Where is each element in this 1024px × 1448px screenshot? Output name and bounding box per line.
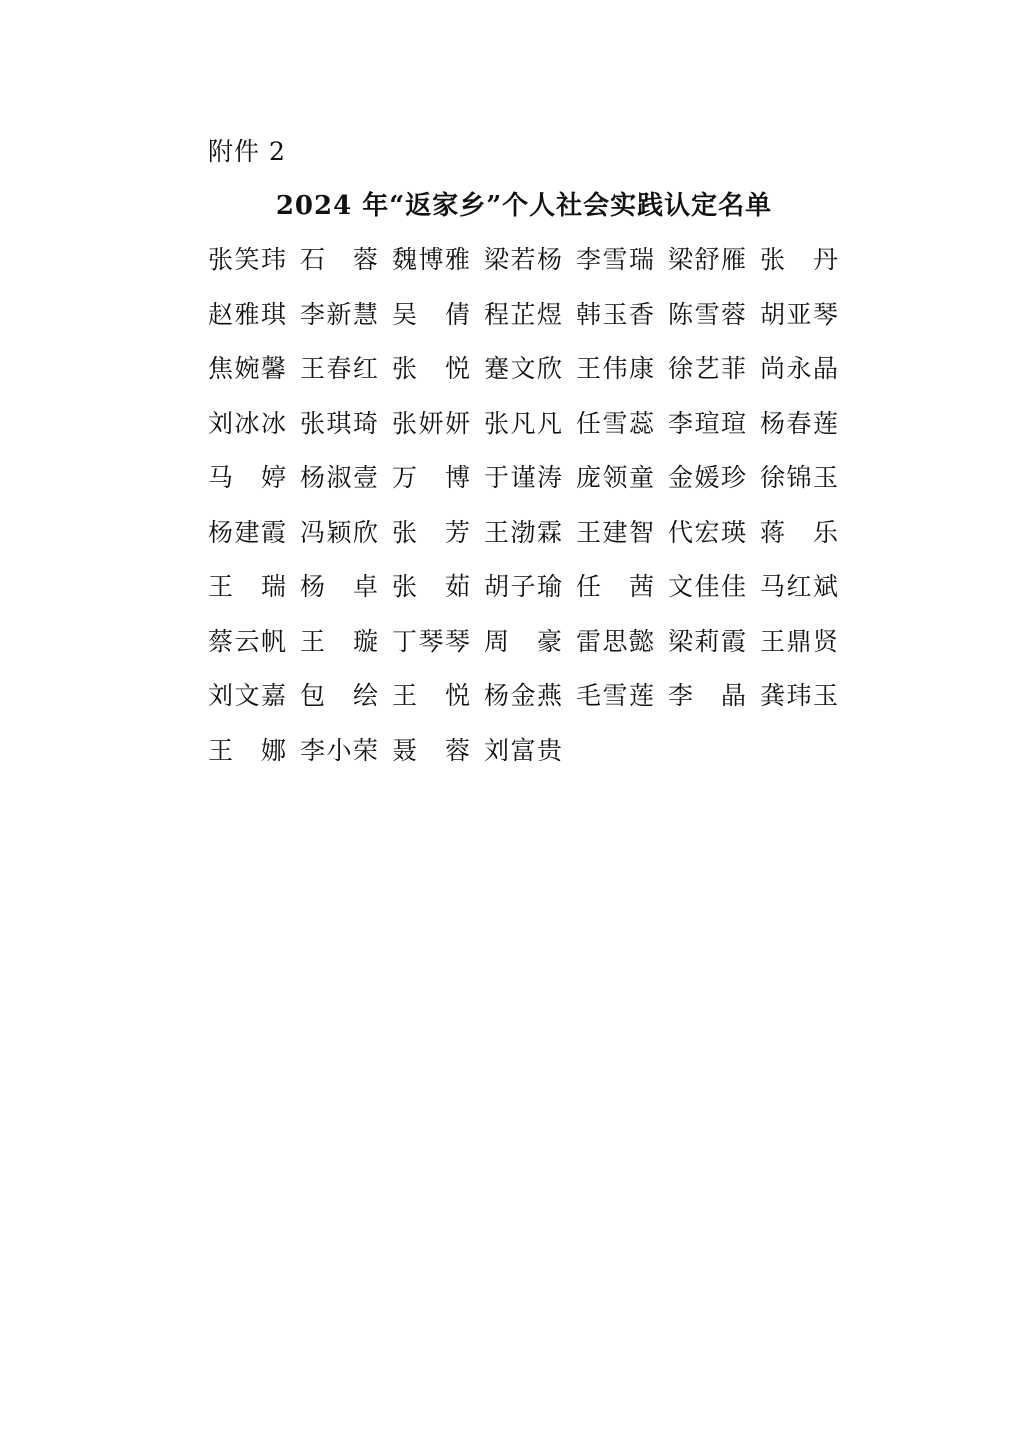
- name-entry: 李 新 慧: [300, 299, 378, 329]
- name-entry: 刘 冰 冰: [208, 408, 286, 438]
- name-entry: 胡 亚 琴: [760, 299, 838, 329]
- name-entry: 张 琪 琦: [300, 408, 378, 438]
- name-entry: 庞 领 童: [576, 463, 654, 492]
- name-entry: 李 晶: [668, 681, 746, 710]
- name-entry: 王 璇: [300, 626, 378, 656]
- name-entry: 韩 玉 香: [576, 299, 654, 329]
- attachment-label: 附件 2: [208, 137, 286, 166]
- name-entry: 张 丹: [760, 245, 838, 274]
- name-entry: 任 茜: [576, 572, 654, 601]
- name-entry: 杨 春 莲: [760, 408, 838, 438]
- name-entry: 王 瑞: [208, 572, 286, 601]
- name-entry: 代 宏 瑛: [668, 517, 746, 547]
- name-entry: 包 绘: [300, 681, 378, 710]
- name-entry: 胡 子 瑜: [484, 572, 562, 601]
- name-entry: 李 雪 瑞: [576, 245, 654, 274]
- name-entry: 雷 思 懿: [576, 626, 654, 656]
- name-entry: 王 悦: [392, 681, 470, 710]
- name-entry: 梁 舒 雁: [668, 245, 746, 274]
- name-entry: 聂 蓉: [392, 735, 470, 765]
- document-title: 2024 年“返家乡”个人社会实践认定名单: [275, 191, 773, 221]
- name-entry: 李 瑄 瑄: [668, 408, 746, 438]
- name-entry: 焦 婉 馨: [208, 354, 286, 383]
- name-entry: 魏 博 雅: [392, 245, 470, 274]
- name-entry: 石 蓉: [300, 245, 378, 274]
- name-entry: 任 雪 蕊: [576, 408, 654, 438]
- name-entry: 刘 富 贵: [484, 735, 562, 765]
- name-entry: 周 豪: [484, 626, 562, 656]
- name-entry: 杨 金 燕: [484, 681, 562, 710]
- name-entry: 马 红 斌: [760, 572, 838, 601]
- name-entry: 程 芷 煜: [484, 299, 562, 329]
- name-entry: 赵 雅 琪: [208, 299, 286, 329]
- name-entry: 张 芳: [392, 517, 470, 547]
- name-list: [208, 240, 848, 785]
- name-entry: 杨 建 霞: [208, 517, 286, 547]
- name-entry: 金 媛 珍: [668, 463, 746, 492]
- name-entry: 蒋 乐: [760, 517, 838, 547]
- name-entry: 张 凡 凡: [484, 408, 562, 438]
- name-entry: 万 博: [392, 463, 470, 492]
- name-entry: 杨 淑 壹: [300, 463, 378, 492]
- name-entry: 文 佳 佳: [668, 572, 746, 601]
- name-entry: 李 小 荣: [300, 735, 378, 765]
- name-entry: 毛 雪 莲: [576, 681, 654, 710]
- name-entry: 龚 玮 玉: [760, 681, 838, 710]
- name-entry: 于 谨 涛: [484, 463, 562, 492]
- name-entry: 丁 琴 琴: [392, 626, 470, 656]
- name-entry: 王 伟 康: [576, 354, 654, 383]
- name-entry: 冯 颖 欣: [300, 517, 378, 547]
- name-entry: 王 春 红: [300, 354, 378, 383]
- name-entry: 王 渤 霖: [484, 517, 562, 547]
- name-entry: 徐 锦 玉: [760, 463, 838, 492]
- name-entry: 蔡 云 帆: [208, 626, 286, 656]
- name-entry: 王 鼎 贤: [760, 626, 838, 656]
- name-entry: 马 婷: [208, 463, 286, 492]
- name-entry: 梁 若 杨: [484, 245, 562, 274]
- name-entry: 陈 雪 蓉: [668, 299, 746, 329]
- name-entry: 徐 艺 菲: [668, 354, 746, 383]
- name-entry: 王 建 智: [576, 517, 654, 547]
- name-entry: 张 悦: [392, 354, 470, 383]
- name-entry: 梁 莉 霞: [668, 626, 746, 656]
- name-entry: 王 娜: [208, 735, 286, 765]
- name-entry: 张 妍 妍: [392, 408, 470, 438]
- name-entry: 刘 文 嘉: [208, 681, 286, 710]
- name-entry: 杨 卓: [300, 572, 378, 601]
- name-entry: 张 茹: [392, 572, 470, 601]
- name-entry: 张 笑 玮: [208, 245, 286, 274]
- name-entry: 蹇 文 欣: [484, 354, 562, 383]
- name-entry: 尚 永 晶: [760, 354, 838, 383]
- name-entry: 吴 倩: [392, 299, 470, 329]
